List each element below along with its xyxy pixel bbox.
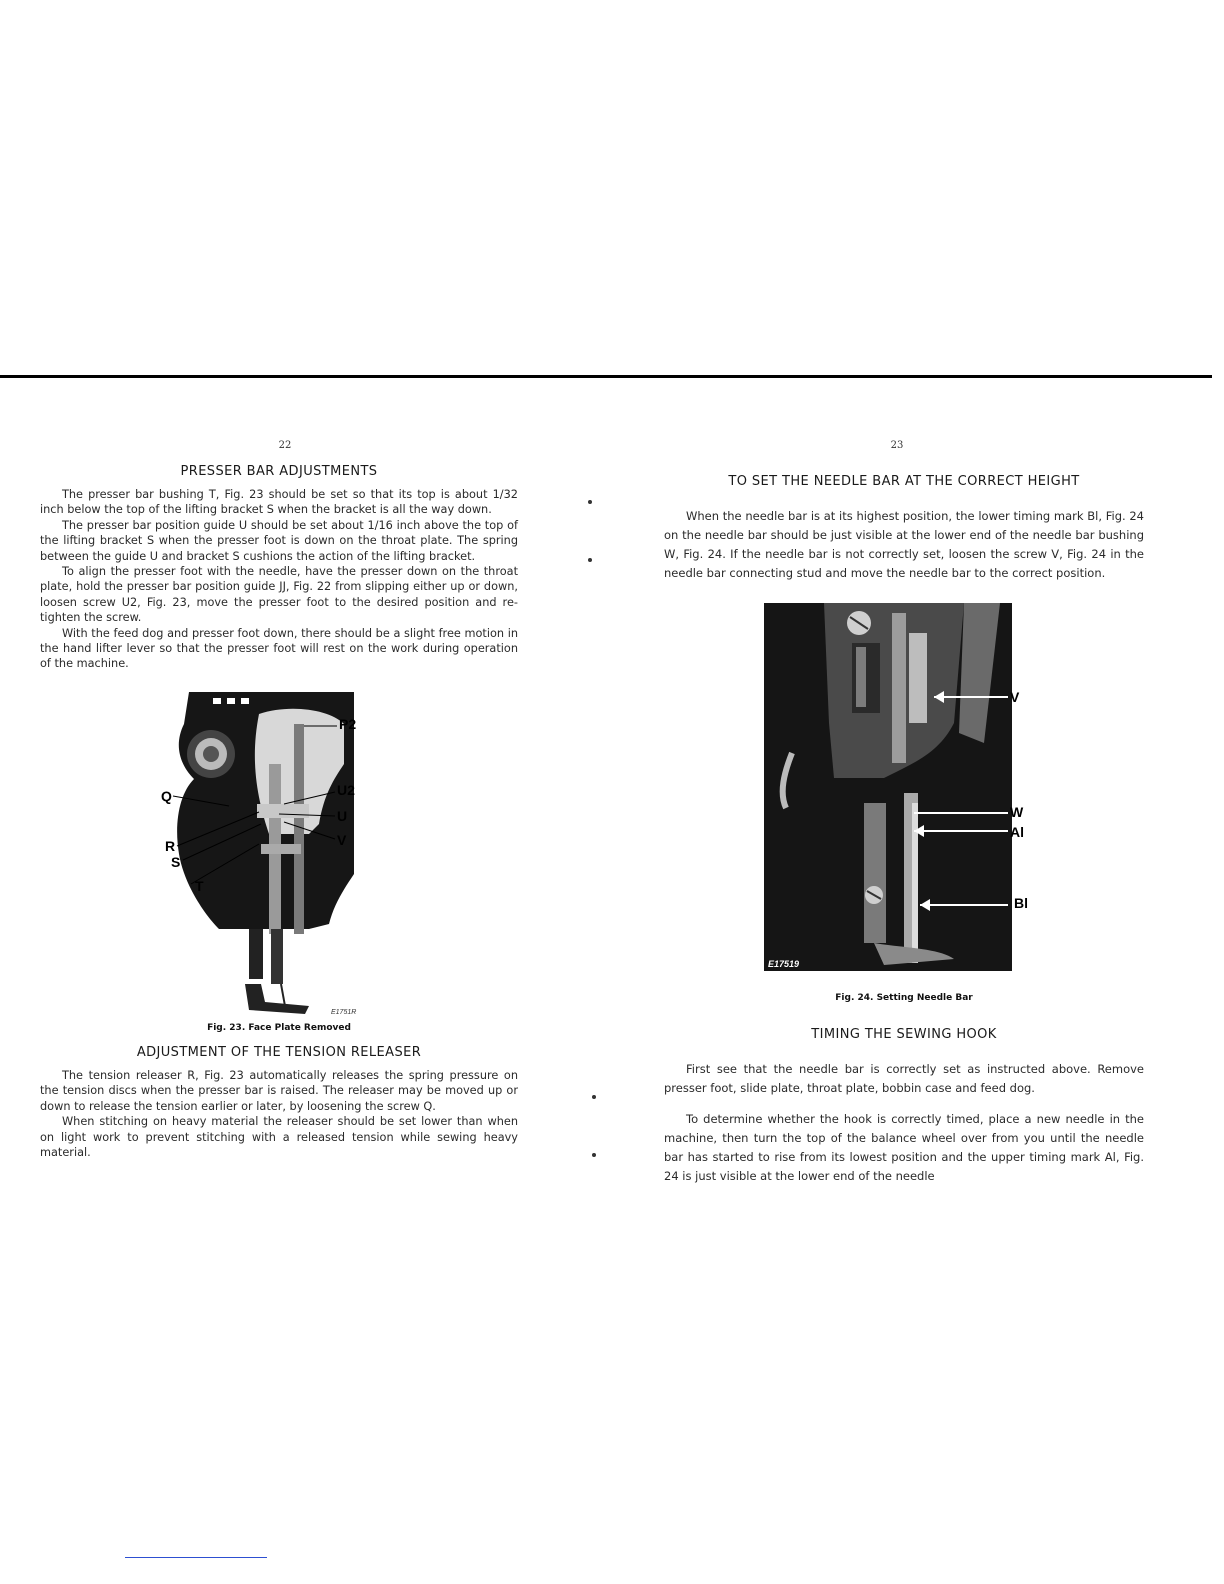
callout-q: Q <box>161 787 172 804</box>
bottom-link-underline[interactable] <box>125 1557 267 1558</box>
margin-mark <box>588 558 592 562</box>
callout-v: V <box>1010 689 1020 705</box>
paragraph: First see that the needle bar is correctly set as instructed above. Remove presser foot, slide plate, throat plate, bobbin case and feed dog. <box>664 1062 1144 1095</box>
callout-r: R <box>165 837 176 854</box>
figure-24 <box>764 603 1044 973</box>
paragraph: When stitching on heavy material the releaser should be set lower than when on light work to prevent stitching with a released tension while sewing heavy material. <box>40 1115 518 1159</box>
paragraph: With the feed dog and presser foot down, there should be a slight free motion in the hand lifter lever so that the presser foot will rest on the work during operation of the machine. <box>40 626 518 671</box>
page-number: 22 <box>278 440 292 451</box>
callout-w: W <box>1010 804 1024 820</box>
paragraph: When the needle bar is at its highest position, the lower timing mark Bl, Fig. 24 on the needle bar should be just visible at the lower end of the needle bar bushing W, Fig. 24. If the needle bar is not correctly set, loosen the screw V, Fig. 24 in the needle bar connecting stud and move the needle bar to the correct position. <box>664 509 1144 580</box>
page-number: 23 <box>890 440 904 451</box>
needle-bar-photo <box>764 603 1044 973</box>
margin-mark <box>592 1095 596 1099</box>
margin-mark <box>588 500 592 504</box>
margin-mark <box>592 1153 596 1157</box>
page-divider-rule <box>0 375 1212 378</box>
callout-t: T <box>195 877 204 894</box>
callout-u2: U2 <box>337 781 355 798</box>
paragraph: The tension releaser R, Fig. 23 automatically releases the spring pressure on the tension discs when the presser bar is raised. The releaser may be moved up or down to release the tension earlier or later, by loosening the screw Q. <box>40 1068 518 1113</box>
face-plate-illustration <box>149 684 409 1017</box>
figure-23 <box>149 684 409 1017</box>
figure-caption: Fig. 24. Setting Needle Bar <box>835 993 973 1003</box>
section-heading: PRESSER BAR ADJUSTMENTS <box>180 464 378 479</box>
paragraph: To align the presser foot with the needle, have the presser down on the throat plate, hold the presser bar position guide JJ, Fig. 22 from slipping either up or down, loosen screw U2, Fig. 23, move the presser foot to the desired position and re-tighten the screw. <box>40 565 518 625</box>
callout-u: U <box>337 807 348 824</box>
callout-v: V <box>337 831 347 848</box>
figure-code: E1751R <box>331 1008 357 1016</box>
paragraph: To determine whether the hook is correctly timed, place a new needle in the machine, then turn the top of the balance wheel over from you until the needle bar has started to rise from its lowest position and the upper timing mark Al, Fig. 24 is just visible at the lower end of the needle <box>664 1112 1144 1183</box>
callout-p2: P2 <box>339 715 357 732</box>
callout-a1: Al <box>1010 824 1024 840</box>
paragraph: The presser bar bushing T, Fig. 23 should be set so that its top is about 1/32 inch below the top of the lifting bracket S when the bracket is all the way down. <box>40 488 518 517</box>
figure-code: E17519 <box>768 959 800 969</box>
figure-caption: Fig. 23. Face Plate Removed <box>207 1022 351 1033</box>
section-heading: ADJUSTMENT OF THE TENSION RELEASER <box>136 1044 422 1060</box>
callout-s: S <box>171 853 181 870</box>
left-page <box>40 440 518 1160</box>
paragraph: The presser bar position guide U should be set about 1/16 inch above the top of the lifting bracket S when the presser foot is down on the throat plate. The spring between the guide U and bracket S cushions the action of the lifting bracket. <box>40 518 518 563</box>
callout-b1: Bl <box>1014 895 1028 911</box>
section-heading: TO SET THE NEEDLE BAR AT THE CORRECT HEIGHT <box>728 474 1080 489</box>
right-page <box>664 440 1144 1186</box>
section-heading: TIMING THE SEWING HOOK <box>811 1027 997 1042</box>
